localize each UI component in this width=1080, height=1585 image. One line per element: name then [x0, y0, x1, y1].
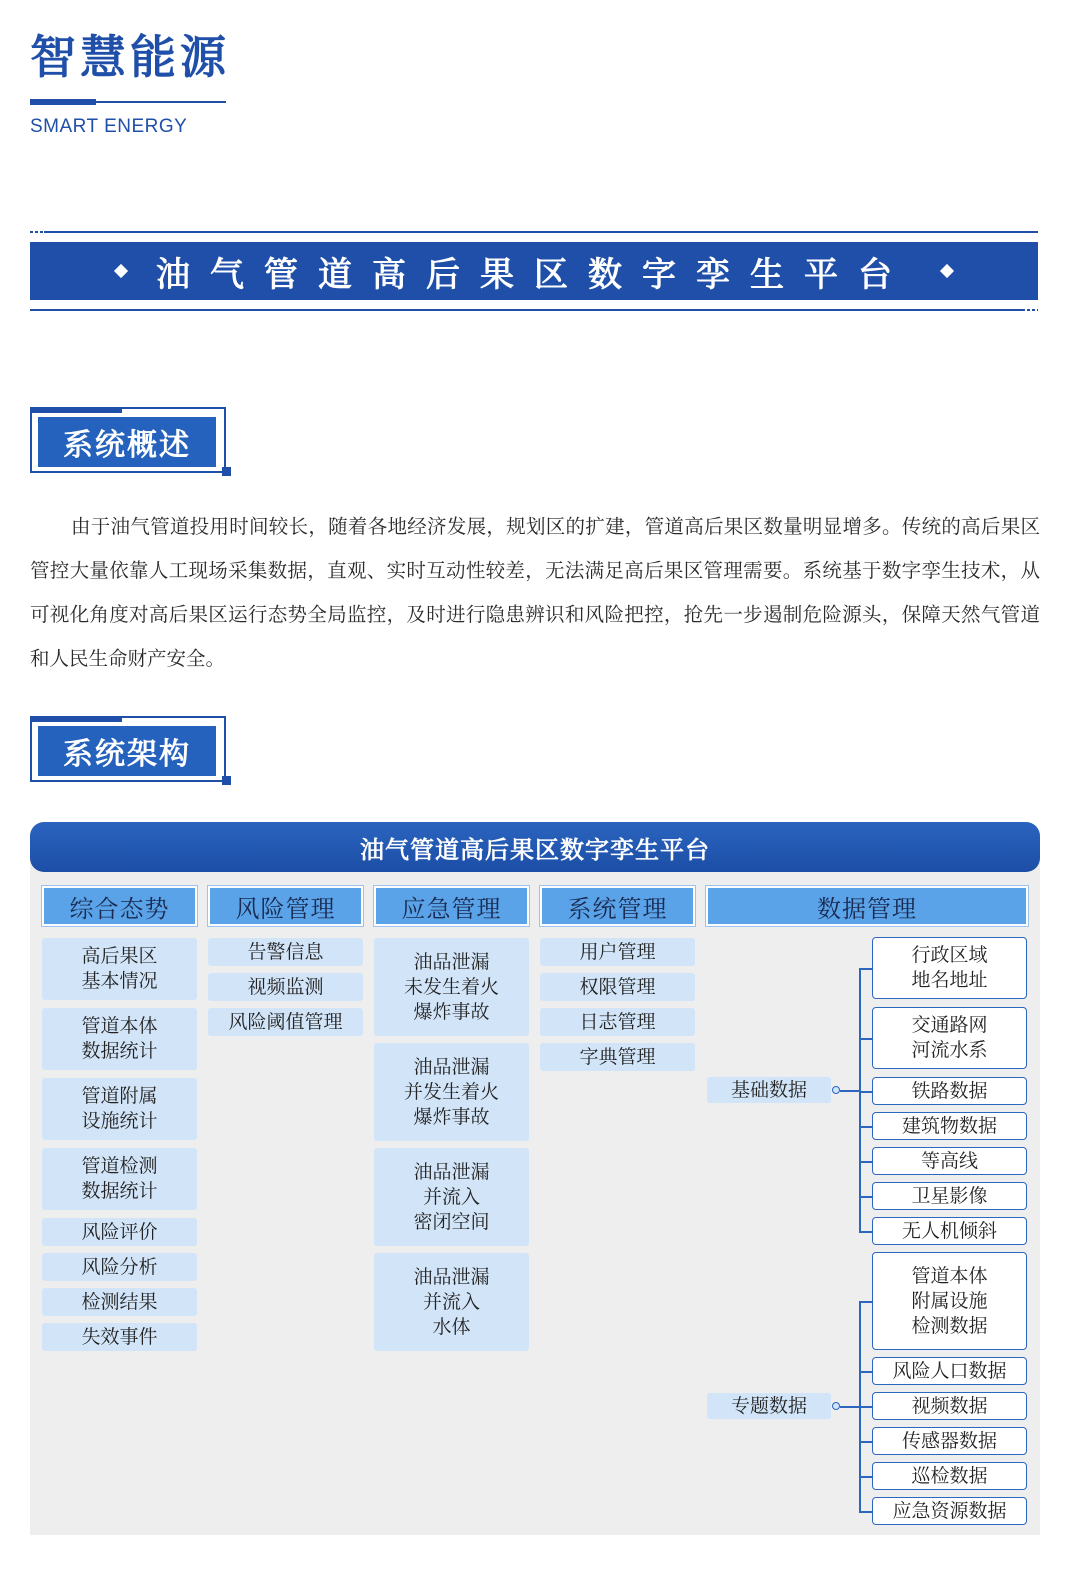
data-item: 铁路数据	[872, 1077, 1027, 1105]
section-heading-overview	[30, 407, 230, 477]
banner-top-line	[44, 231, 1038, 233]
architecture-item: 管道检测 数据统计	[42, 1148, 197, 1210]
connector-branch	[859, 968, 872, 970]
connector-line	[840, 1090, 859, 1092]
logo-subtitle: SMART ENERGY	[30, 116, 188, 137]
connector-branch	[859, 1371, 872, 1373]
overview-paragraph	[30, 505, 1040, 681]
data-item: 管道本体 附属设施 检测数据	[872, 1252, 1027, 1350]
data-item: 等高线	[872, 1147, 1027, 1175]
connector-branch	[859, 1091, 872, 1093]
connector-branch	[859, 1301, 872, 1303]
data-item: 建筑物数据	[872, 1112, 1027, 1140]
connector-branch	[859, 1231, 872, 1233]
column-header: 数据管理	[706, 886, 1028, 926]
architecture-item: 风险阈值管理	[208, 1008, 363, 1036]
banner-bottom-line	[30, 309, 1022, 311]
banner-title: 油气管道高后果区数字孪生平台	[156, 254, 912, 295]
data-item: 交通路网 河流水系	[872, 1007, 1027, 1069]
column-header: 风险管理	[208, 886, 363, 926]
architecture-item: 高后果区 基本情况	[42, 938, 197, 1000]
connector-branch	[859, 1476, 872, 1478]
architecture-item: 权限管理	[540, 973, 695, 1001]
connector-node	[832, 1086, 840, 1094]
architecture-item: 字典管理	[540, 1043, 695, 1071]
architecture-item: 失效事件	[42, 1323, 197, 1351]
section-heading-architecture	[30, 716, 230, 786]
architecture-item: 日志管理	[540, 1008, 695, 1036]
connector-branch	[859, 1126, 872, 1128]
diamond-icon	[114, 264, 128, 278]
architecture-item: 检测结果	[42, 1288, 197, 1316]
data-group-label: 专题数据	[707, 1393, 831, 1419]
connector-branch	[859, 1511, 872, 1513]
data-item: 应急资源数据	[872, 1497, 1027, 1525]
connector-trunk	[859, 968, 861, 1231]
section-heading-label: 系统架构	[38, 726, 216, 776]
banner-top-dots	[30, 231, 44, 233]
platform-title: 油气管道高后果区数字孪生平台	[30, 822, 1040, 872]
title-banner	[30, 242, 1038, 300]
architecture-item: 油品泄漏 未发生着火 爆炸事故	[374, 938, 529, 1036]
logo-underline-accent	[30, 99, 96, 105]
data-item: 传感器数据	[872, 1427, 1027, 1455]
column-header: 系统管理	[540, 886, 695, 926]
data-item: 无人机倾斜	[872, 1217, 1027, 1245]
architecture-item: 风险分析	[42, 1253, 197, 1281]
banner-bottom-dots	[1022, 309, 1038, 311]
section-heading-label: 系统概述	[38, 417, 216, 467]
architecture-item: 管道附属 设施统计	[42, 1078, 197, 1140]
data-item: 卫星影像	[872, 1182, 1027, 1210]
connector-branch	[859, 1441, 872, 1443]
architecture-item: 告警信息	[208, 938, 363, 966]
data-item: 行政区域 地名地址	[872, 937, 1027, 999]
architecture-item: 油品泄漏 并发生着火 爆炸事故	[374, 1043, 529, 1141]
data-group-label: 基础数据	[707, 1077, 831, 1103]
connector-branch	[859, 1038, 872, 1040]
data-item: 视频数据	[872, 1392, 1027, 1420]
architecture-item: 油品泄漏 并流入 水体	[374, 1253, 529, 1351]
data-item: 巡检数据	[872, 1462, 1027, 1490]
connector-node	[832, 1402, 840, 1410]
diamond-icon	[940, 264, 954, 278]
logo-title: 智慧能源	[30, 30, 230, 84]
connector-branch	[859, 1161, 872, 1163]
architecture-item: 管道本体 数据统计	[42, 1008, 197, 1070]
connector-branch	[859, 1406, 872, 1408]
connector-line	[840, 1406, 859, 1408]
column-header: 综合态势	[42, 886, 197, 926]
architecture-item: 风险评价	[42, 1218, 197, 1246]
architecture-item: 油品泄漏 并流入 密闭空间	[374, 1148, 529, 1246]
overview-text: 由于油气管道投用时间较长，随着各地经济发展，规划区的扩建，管道高后果区数量明显增多。传统的高后果区管控大量依靠人工现场采集数据，直观、实时互动性较差，无法满足高后果区管理需要。系统基于数字孪生技术，从可视化角度对高后果区运行态势全局监控，及时进行隐患辨识和风险把控，抢先一步遏制危险源头，保障天然气管道和人民生命财产安全。	[30, 515, 1040, 670]
architecture-item: 用户管理	[540, 938, 695, 966]
connector-branch	[859, 1196, 872, 1198]
data-item: 风险人口数据	[872, 1357, 1027, 1385]
column-header: 应急管理	[374, 886, 529, 926]
architecture-item: 视频监测	[208, 973, 363, 1001]
